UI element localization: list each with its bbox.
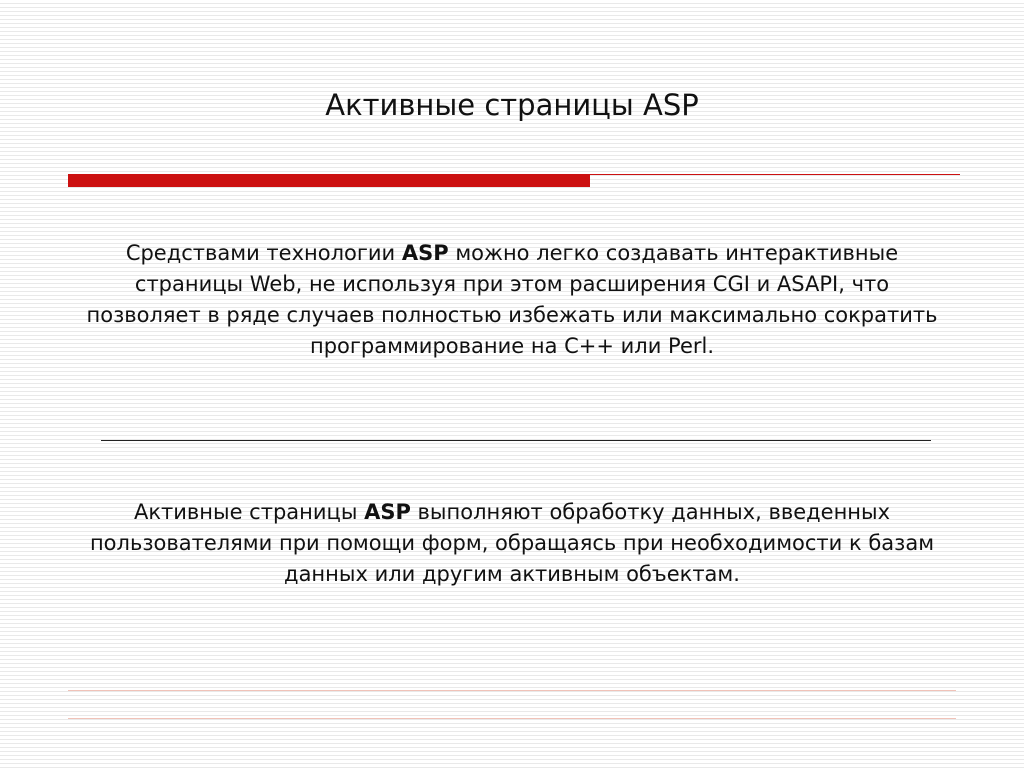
paragraph-2-bold-term: ASP xyxy=(364,500,411,524)
paragraph-1-bold-term: ASP xyxy=(401,241,449,265)
paragraph-separator xyxy=(101,440,931,441)
paragraph-1 xyxy=(80,238,944,362)
title-accent-line xyxy=(590,174,960,175)
footer-line-top xyxy=(68,690,956,691)
slide-title: Активные страницы ASP xyxy=(325,88,699,122)
footer-line-bottom xyxy=(68,718,956,719)
paragraph-2-text-start: Активные страницы xyxy=(133,500,365,524)
paragraph-2 xyxy=(80,497,944,590)
paragraph-2-text-end: выполняют обработку данных, введенных пользователями при помощи форм, обращаясь при необходимости к базам данных или другим активным объектам. xyxy=(89,500,935,586)
paragraph-1-text-end: можно легко создавать интерактивные страницы Web, не используя при этом расширения CGI и ASAPI, что позволяет в ряде случаев полностью избежать или максимально сократить программирование на C++ или Perl. xyxy=(86,241,938,358)
title-accent-bar xyxy=(68,174,590,187)
paragraph-1-text-start: Средствами технологии xyxy=(125,241,402,265)
